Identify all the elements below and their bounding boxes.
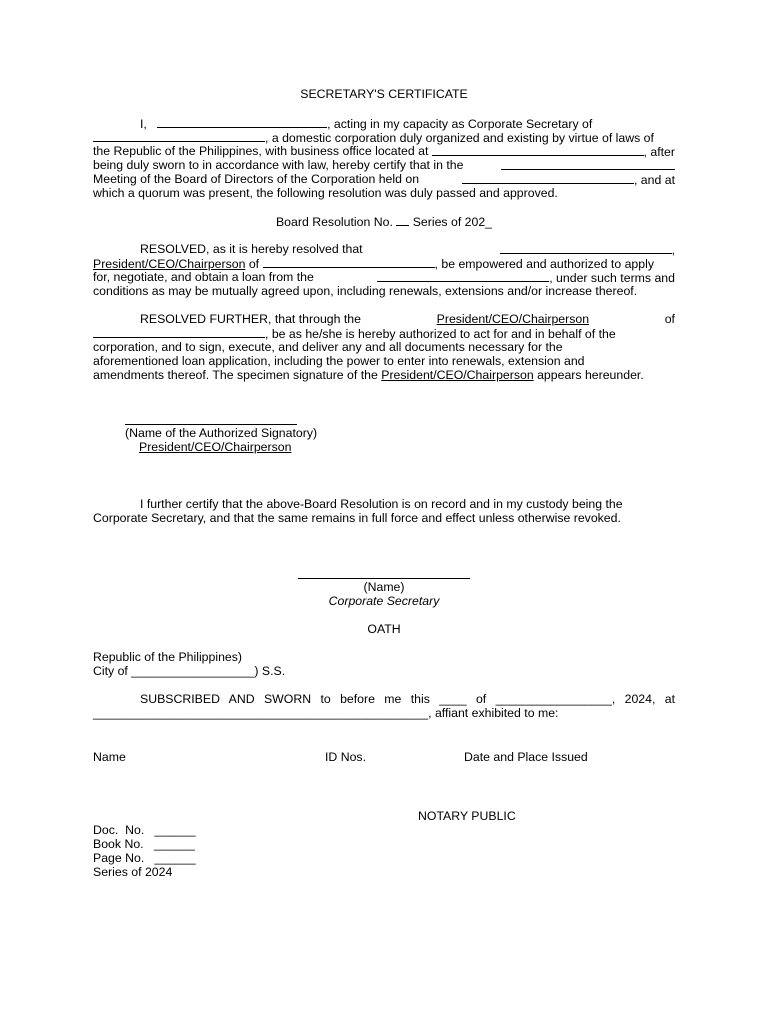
oath-col-date: Date and Place Issued: [464, 750, 588, 764]
oath-col-id: ID Nos.: [325, 750, 366, 764]
secretary-title: Corporate Secretary: [328, 594, 440, 608]
resolved-further-line-5: amendments thereof. The specimen signature of the President/CEO/Chairperson appears hereunder.: [93, 368, 644, 382]
resolved-further-line-1: RESOLVED FURTHER, that through the President/CEO/Chairperson of: [140, 312, 675, 326]
blank-meeting-date: [462, 172, 634, 184]
oath-heading: OATH: [367, 622, 401, 636]
blank-authorized-person: [93, 326, 265, 338]
blank-secretary-name: [157, 116, 327, 128]
document-title: SECRETARY'S CERTIFICATE: [300, 87, 468, 101]
intro-i: I,: [140, 117, 147, 131]
notary-book-no: Book No. ______: [93, 837, 195, 851]
oath-city: City of __________________) S.S.: [93, 664, 286, 678]
blank-lender: [377, 270, 549, 282]
intro-l1-text: , acting in my capacity as Corporate Secretary of: [327, 117, 593, 131]
resolved-line-4: conditions as may be mutually agreed upon, including renewals, extensions and/or increase thereof.: [93, 284, 638, 298]
oath-col-name: Name: [93, 750, 126, 764]
intro-line-2: , a domestic corporation duly organized and existing by virtue of laws of: [93, 130, 654, 145]
intro-line-5: Meeting of the Board of Directors of the Corporation held on , and at: [93, 172, 675, 187]
resolved-line-1: RESOLVED, as it is hereby resolved that ,: [140, 242, 675, 257]
resolved-further-line-3: corporation, and to sign, execute, and deliver any and all documents necessary for the: [93, 340, 563, 354]
intro-line-1: [93, 116, 675, 131]
further-certify-line-2: Corporate Secretary, and that the same remains in full force and effect unless otherwise revoked.: [93, 511, 621, 525]
notary-public: NOTARY PUBLIC: [418, 809, 516, 823]
notary-series: Series of 2024: [93, 865, 173, 879]
board-resolution-heading: Board Resolution No. Series of 202_: [275, 215, 493, 229]
blank-corporation-name: [93, 130, 265, 142]
blank-resolved-name: [500, 242, 672, 254]
signatory-role: President/CEO/Chairperson: [139, 440, 292, 454]
intro-line-4: being duly sworn to in accordance with law, hereby certify that in the: [93, 158, 675, 172]
resolved-line-2: President/CEO/Chairperson of , be empowered and authorized to apply: [93, 257, 654, 271]
blank-business-office: [432, 144, 644, 156]
intro-line-6: which a quorum was present, the following resolution was duly passed and approved.: [93, 186, 558, 200]
resolved-further-line-4: aforementioned loan application, including the power to enter into renewals, extension and: [93, 354, 585, 368]
notary-doc-no: Doc. No. ______: [93, 823, 196, 837]
further-certify-line-1: I further certify that the above-Board Resolution is on record and in my custody being the: [140, 497, 623, 511]
notary-page-no: Page No. ______: [93, 851, 196, 865]
signatory-name-caption: (Name of the Authorized Signatory): [125, 426, 318, 440]
oath-sworn-line-1: SUBSCRIBED AND SWORN to before me this ____ of _________________, 2024, at: [140, 692, 675, 706]
blank-corporation: [263, 256, 435, 268]
signatory-signature-line: [125, 412, 297, 425]
blank-resolution-no: [396, 214, 409, 226]
oath-sworn-line-2: _________________________________________________, affiant exhibited to me:: [93, 706, 559, 720]
intro-line-3: the Republic of the Philippines, with business office located at , after: [93, 144, 675, 159]
secretary-name-caption: (Name): [363, 580, 405, 594]
resolved-line-3: for, negotiate, and obtain a loan from the , under such terms and: [93, 270, 675, 285]
secretary-signature-line: [298, 566, 470, 579]
oath-republic: Republic of the Philippines): [93, 650, 243, 664]
resolved-further-line-2: , be as he/she is hereby authorized to act for and in behalf of the: [93, 326, 616, 341]
blank-meeting-type: [501, 158, 675, 170]
